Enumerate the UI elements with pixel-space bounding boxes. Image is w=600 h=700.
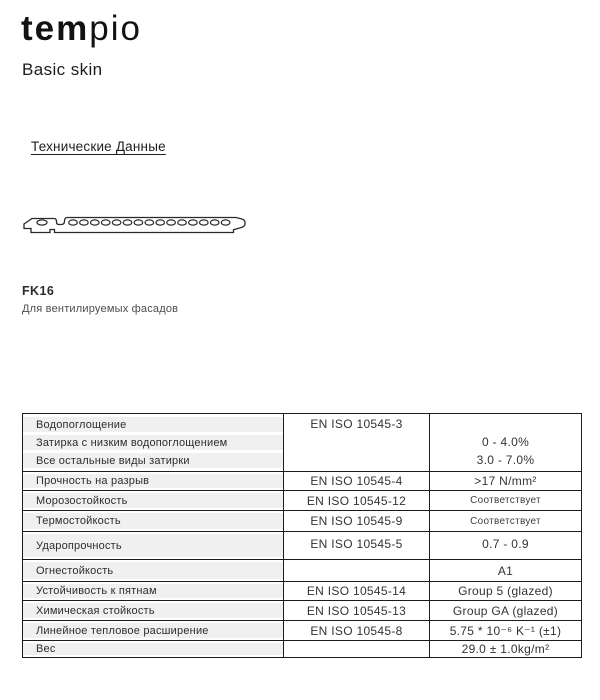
- section-heading: Технические Данные: [31, 139, 166, 154]
- standard-cell: EN ISO 10545-9: [284, 511, 430, 531]
- property-label: Все остальные виды затирки: [23, 453, 283, 468]
- value-cell: A1: [497, 563, 514, 578]
- property-label: Огнестойкость: [23, 562, 283, 579]
- property-label: Термостойкость: [23, 513, 283, 529]
- property-label: Линейное тепловое расширение: [23, 623, 283, 638]
- value-cell: Group 5 (glazed): [458, 584, 553, 598]
- standard-cell: EN ISO 10545-8: [284, 621, 430, 640]
- value-cell: Соответствует: [470, 495, 541, 506]
- property-label: Морозостойкость: [23, 493, 283, 508]
- property-cell: [23, 491, 284, 510]
- table-row-weight: [23, 640, 581, 657]
- table-row-impact-resistance: [23, 531, 581, 559]
- value-cell: Соответствует: [470, 515, 541, 527]
- value-cell: Group GA (glazed): [452, 603, 559, 618]
- table-row-stain-resistance: [23, 581, 581, 600]
- standard-cell: [284, 641, 430, 657]
- property-cell: [23, 641, 284, 657]
- product-description: Для вентилируемых фасадов: [22, 303, 179, 315]
- brand-logo: [21, 10, 142, 49]
- property-cell: [23, 582, 284, 600]
- property-label: Ударопрочность: [23, 534, 283, 557]
- table-row-linear-thermal-expansion: [23, 620, 581, 640]
- standard-cell: EN ISO 10545-14: [284, 582, 430, 600]
- property-label: Устойчивость к пятнам: [23, 584, 283, 598]
- property-cell: [23, 472, 284, 490]
- technical-data-table: [22, 413, 582, 658]
- brand-logo-light: pio: [89, 9, 142, 48]
- table-row-frost-resistance: [23, 490, 581, 510]
- standard-cell: EN ISO 10545-4: [284, 472, 430, 490]
- brand-logo-bold: tem: [21, 9, 90, 48]
- table-row-fire-resistance: [23, 559, 581, 581]
- property-label: Затирка с низким водопоглощением: [23, 435, 283, 450]
- table-row-tensile-strength: [23, 471, 581, 490]
- standard-cell: [284, 560, 430, 581]
- property-cell: [23, 532, 284, 559]
- product-code: FK16: [22, 284, 55, 298]
- property-label: Вес: [23, 643, 283, 655]
- table-row-water-absorption: [23, 414, 581, 471]
- property-cell: [23, 414, 284, 471]
- standard-cell: EN ISO 10545-3: [284, 414, 430, 471]
- table-row-chemical-resistance: [23, 600, 581, 620]
- property-cell: [23, 560, 284, 581]
- value-cell: 5.75 * 10⁻⁶ K⁻¹ (±1): [449, 623, 562, 638]
- standard-cell: EN ISO 10545-12: [284, 491, 430, 510]
- table-row-thermal-shock-resistance: [23, 510, 581, 531]
- value-cell: [430, 414, 581, 471]
- standard-cell: EN ISO 10545-13: [284, 601, 430, 620]
- property-cell: [23, 601, 284, 620]
- product-line-subtitle: Basic skin: [22, 60, 103, 79]
- panel-cross-section-icon: [21, 213, 248, 239]
- property-label: Водопоглощение: [23, 417, 283, 432]
- property-label: Прочность на разрыв: [23, 474, 283, 488]
- value-line: 3.0 - 7.0%: [476, 452, 535, 467]
- value-line: 0 - 4.0%: [481, 434, 530, 449]
- value-cell: >17 N/mm²: [474, 474, 537, 488]
- value-cell: 0.7 - 0.9: [482, 537, 529, 551]
- standard-cell: EN ISO 10545-5: [284, 532, 430, 559]
- property-cell: [23, 621, 284, 640]
- property-cell: [23, 511, 284, 531]
- value-cell: 29.0 ± 1.0kg/m²: [461, 642, 550, 656]
- value-line: [430, 416, 581, 431]
- property-label: Химическая стойкость: [23, 603, 283, 618]
